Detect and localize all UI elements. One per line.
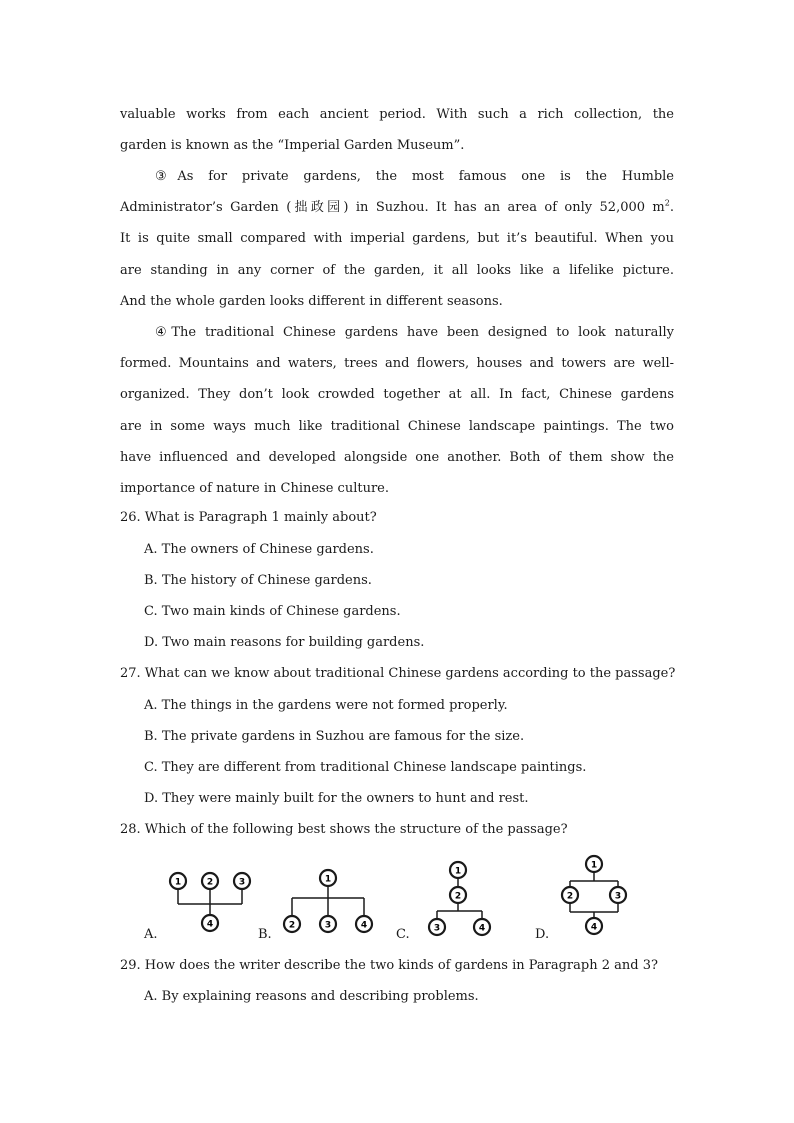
structure-diagram-d[interactable] — [556, 852, 632, 938]
diagram-option-label-c[interactable]: C. — [396, 927, 410, 942]
node-label: 1 — [174, 877, 182, 888]
diagram-node — [320, 916, 336, 932]
node-label: 2 — [566, 891, 574, 902]
node-label: 4 — [590, 922, 598, 933]
question-stem: 26. What is Paragraph 1 mainly about? — [120, 510, 377, 525]
passage-line: are standing in any corner of the garden, it all looks like a lifelike picture. — [120, 263, 674, 278]
passage-line: valuable works from each ancient period. With such a rich collection, the — [120, 107, 674, 122]
node-label: 4 — [360, 920, 368, 931]
node-label: 3 — [433, 923, 441, 934]
answer-option[interactable]: A. By explaining reasons and describing problems. — [144, 989, 479, 1004]
passage-line: ③As for private gardens, the most famous one is the Humble — [155, 169, 674, 184]
node-label: 2 — [454, 891, 462, 902]
diagram-option-label-a[interactable]: A. — [144, 927, 158, 942]
node-label: 1 — [454, 866, 462, 877]
passage-text: . — [669, 200, 674, 215]
diagram-node — [610, 887, 626, 903]
diagram-node — [356, 916, 372, 932]
node-label: 2 — [288, 920, 296, 931]
passage-line: And the whole garden looks different in different seasons. — [120, 294, 503, 309]
diagram-node — [586, 918, 602, 934]
passage-line: are in some ways much like traditional Chinese landscape paintings. The two — [120, 419, 674, 434]
answer-option[interactable]: D. Two main reasons for building gardens. — [144, 635, 425, 650]
passage-line: formed. Mountains and waters, trees and flowers, houses and towers are well- — [120, 356, 674, 371]
answer-option[interactable]: B. The history of Chinese gardens. — [144, 573, 372, 588]
passage-text: Administrator’s Garden (拙政园) in Suzhou. It has an area of only 52,000 m — [120, 200, 665, 215]
diagram-node — [429, 919, 445, 935]
question-stem: 29. How does the writer describe the two kinds of gardens in Paragraph 2 and 3? — [120, 958, 658, 973]
passage-line: It is quite small compared with imperial gardens, but it’s beautiful. When you — [120, 231, 674, 246]
answer-option[interactable]: C. They are different from traditional Chinese landscape paintings. — [144, 760, 587, 775]
diagram-node — [450, 887, 466, 903]
answer-option[interactable]: D. They were mainly built for the owners to hunt and rest. — [144, 791, 529, 806]
passage-line: garden is known as the “Imperial Garden Museum”. — [120, 138, 465, 153]
answer-option[interactable]: C. Two main kinds of Chinese gardens. — [144, 604, 401, 619]
node-label: 3 — [324, 920, 332, 931]
passage-line: have influenced and developed alongside one another. Both of them show the — [120, 450, 674, 465]
node-label: 4 — [206, 919, 214, 930]
question-stem: 28. Which of the following best shows the structure of the passage? — [120, 822, 568, 837]
diagram-node — [202, 915, 218, 931]
answer-option[interactable]: B. The private gardens in Suzhou are famous for the size. — [144, 729, 525, 744]
structure-diagram-c[interactable] — [422, 857, 496, 939]
node-label: 3 — [614, 891, 622, 902]
passage-line: organized. They don’t look crowded together at all. In fact, Chinese gardens — [120, 387, 674, 402]
answer-option[interactable]: A. The owners of Chinese gardens. — [144, 542, 374, 557]
node-label: 4 — [478, 923, 486, 934]
diagram-node — [586, 856, 602, 872]
answer-option[interactable]: A. The things in the gardens were not formed properly. — [144, 698, 508, 713]
diagram-node — [234, 873, 250, 889]
diagram-node — [320, 870, 336, 886]
diagram-option-label-d[interactable]: D. — [535, 927, 550, 942]
passage-line: importance of nature in Chinese culture. — [120, 481, 389, 496]
passage-line — [120, 199, 674, 217]
diagram-node — [202, 873, 218, 889]
node-label: 1 — [324, 874, 332, 885]
diagram-node — [450, 862, 466, 878]
diagram-node — [562, 887, 578, 903]
node-label: 1 — [590, 860, 598, 871]
structure-diagram-b[interactable] — [279, 864, 375, 936]
passage-line: ④The traditional Chinese gardens have been designed to look naturally — [155, 325, 674, 340]
diagram-node — [170, 873, 186, 889]
diagram-node — [474, 919, 490, 935]
question-stem: 27. What can we know about traditional Chinese gardens according to the passage? — [120, 666, 676, 681]
diagram-node — [284, 916, 300, 932]
structure-diagram-a[interactable] — [164, 866, 258, 936]
node-label: 3 — [238, 877, 246, 888]
node-label: 2 — [206, 877, 214, 888]
superscript: 2 — [664, 198, 670, 208]
diagram-option-label-b[interactable]: B. — [258, 927, 272, 942]
